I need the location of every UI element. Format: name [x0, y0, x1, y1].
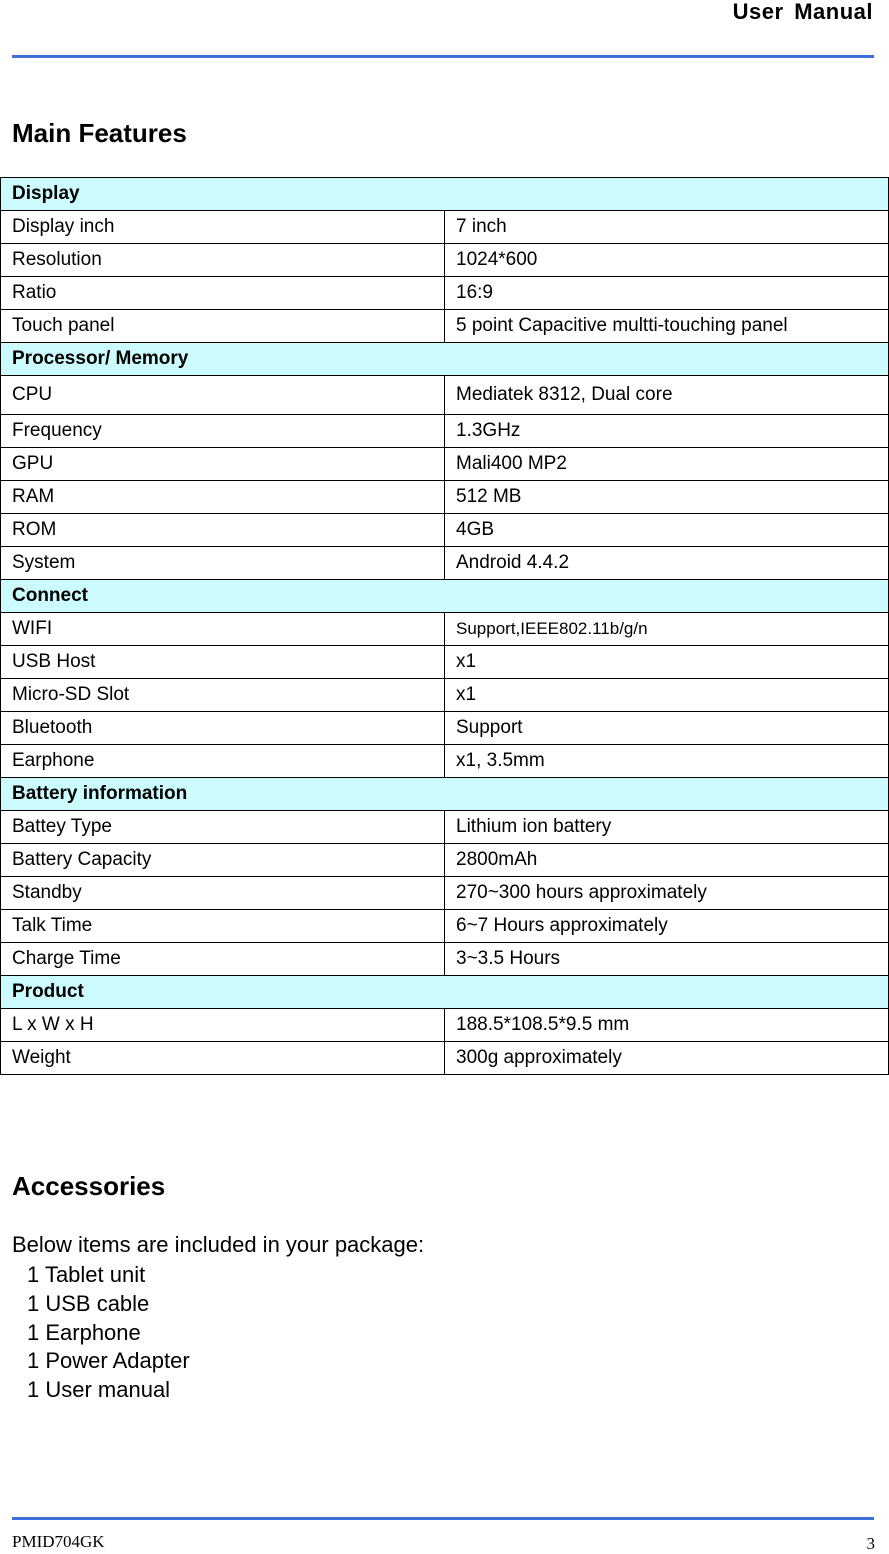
spec-value: 1.3GHz: [445, 415, 889, 448]
page-number: 3: [866, 1534, 875, 1553]
spec-category-label: Processor/ Memory: [1, 343, 889, 376]
spec-label: WIFI: [1, 613, 445, 646]
list-item: 1 USB cable: [27, 1290, 150, 1316]
list-item: 1 Earphone: [27, 1319, 141, 1345]
table-row: [1, 844, 889, 877]
spec-label: Weight: [1, 1042, 445, 1075]
spec-value: 6~7 Hours approximately: [445, 910, 889, 943]
spec-label: Resolution: [1, 244, 445, 277]
table-row: [1, 877, 889, 910]
spec-value: 270~300 hours approximately: [445, 877, 889, 910]
spec-value: 300g approximately: [445, 1042, 889, 1075]
spec-value: 5 point Capacitive multti-touching panel: [445, 310, 889, 343]
table-row: [1, 712, 889, 745]
table-row: [1, 211, 889, 244]
spec-category-row: [1, 778, 889, 811]
spec-label: USB Host: [1, 646, 445, 679]
table-row: [1, 244, 889, 277]
table-row: [1, 277, 889, 310]
spec-label: Standby: [1, 877, 445, 910]
spec-category-label: Product: [1, 976, 889, 1009]
spec-value: 7 inch: [445, 211, 889, 244]
list-item: 1 Power Adapter: [27, 1348, 190, 1374]
table-row: [1, 310, 889, 343]
accessories-heading: Accessories: [12, 1171, 166, 1201]
spec-value: 512 MB: [445, 481, 889, 514]
spec-value: 4GB: [445, 514, 889, 547]
spec-category-row: [1, 178, 889, 211]
table-row: [1, 943, 889, 976]
spec-value: Support,IEEE802.11b/g/n: [445, 613, 889, 646]
table-row: [1, 910, 889, 943]
spec-category-row: [1, 580, 889, 613]
table-row: [1, 1009, 889, 1042]
spec-value: 2800mAh: [445, 844, 889, 877]
spec-category-label: Display: [1, 178, 889, 211]
list-item: 1 Tablet unit: [27, 1262, 146, 1287]
spec-value: Android 4.4.2: [445, 547, 889, 580]
spec-label: Earphone: [1, 745, 445, 778]
spec-value: Mali400 MP2: [445, 448, 889, 481]
spec-label: Talk Time: [1, 910, 445, 943]
spec-label: L x W x H: [1, 1009, 445, 1042]
spec-category-label: Battery information: [1, 778, 889, 811]
table-row: [1, 547, 889, 580]
spec-category-row: [1, 343, 889, 376]
table-row: [1, 679, 889, 712]
table-row: [1, 811, 889, 844]
manual-header-title: User Manual: [732, 0, 873, 24]
spec-label: Bluetooth: [1, 712, 445, 745]
table-row: [1, 481, 889, 514]
spec-value: 16:9: [445, 277, 889, 310]
spec-label: GPU: [1, 448, 445, 481]
footer-model-name: PMID704GK: [12, 1532, 105, 1551]
spec-value: Mediatek 8312, Dual core: [445, 376, 889, 415]
table-row: [1, 613, 889, 646]
main-features-heading: Main Features: [12, 118, 187, 148]
table-row: [1, 448, 889, 481]
accessories-list: [27, 1261, 190, 1405]
table-row: [1, 745, 889, 778]
table-row: [1, 376, 889, 415]
spec-value: 3~3.5 Hours: [445, 943, 889, 976]
spec-label: Micro-SD Slot: [1, 679, 445, 712]
accessories-intro: Below items are included in your package:: [12, 1232, 425, 1257]
list-item: 1 User manual: [27, 1377, 171, 1403]
spec-value: 1024*600: [445, 244, 889, 277]
table-row: [1, 415, 889, 448]
spec-value: x1, 3.5mm: [445, 745, 889, 778]
spec-label: ROM: [1, 514, 445, 547]
spec-label: Battey Type: [1, 811, 445, 844]
spec-value: Lithium ion battery: [445, 811, 889, 844]
header-divider: [12, 55, 874, 58]
spec-category-row: [1, 976, 889, 1009]
spec-label: Battery Capacity: [1, 844, 445, 877]
spec-label: Display inch: [1, 211, 445, 244]
table-row: [1, 514, 889, 547]
spec-label: RAM: [1, 481, 445, 514]
spec-table: [0, 177, 889, 1075]
spec-label: Ratio: [1, 277, 445, 310]
spec-value: x1: [445, 646, 889, 679]
spec-value: x1: [445, 679, 889, 712]
spec-label: Frequency: [1, 415, 445, 448]
spec-label: Charge Time: [1, 943, 445, 976]
spec-label: System: [1, 547, 445, 580]
footer-divider: [12, 1517, 874, 1520]
spec-label: CPU: [1, 376, 445, 415]
table-row: [1, 646, 889, 679]
spec-value: 188.5*108.5*9.5 mm: [445, 1009, 889, 1042]
spec-value: Support: [445, 712, 889, 745]
spec-label: Touch panel: [1, 310, 445, 343]
table-row: [1, 1042, 889, 1075]
spec-category-label: Connect: [1, 580, 889, 613]
